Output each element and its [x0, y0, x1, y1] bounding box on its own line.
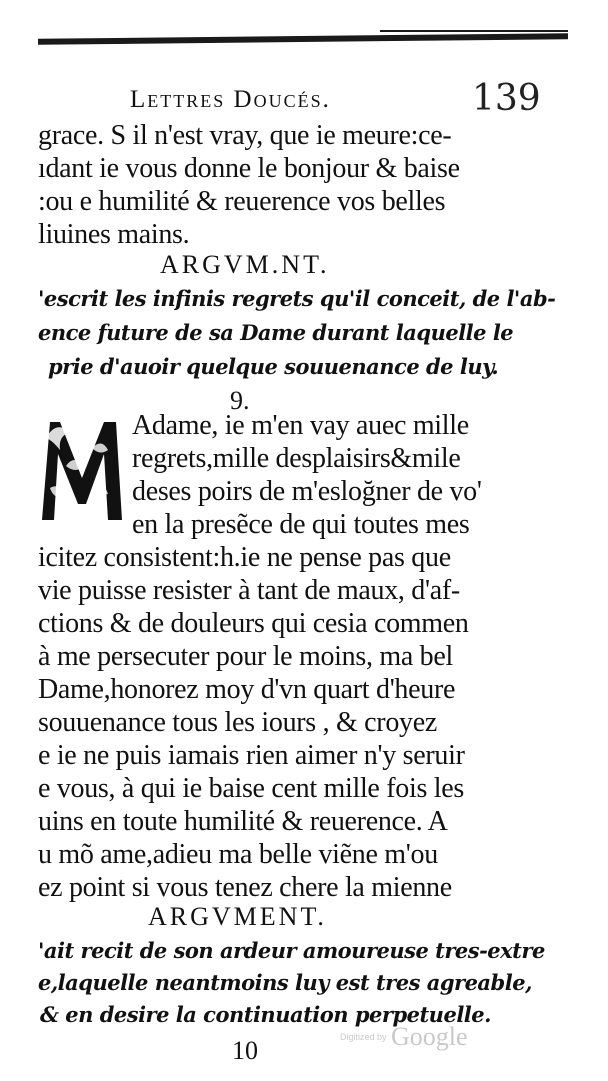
argument-line: prie d'auoir quelque souuenance de luy. [48, 354, 499, 379]
letter-number: 9. [230, 386, 250, 415]
page-number: 139 [472, 78, 541, 119]
letter-line: souuenance tous les iours , & croyez [38, 707, 437, 738]
argument-heading: ARGVMENT. [148, 902, 327, 931]
letter-line: ez point si vous tenez chere la mienne [38, 872, 452, 903]
argument-line: & en desire la continuation perpetuelle. [40, 1002, 491, 1027]
letter-line: uins en toute humilité & reuerence. A [38, 806, 448, 837]
letter-line: ctions & de douleurs qui cesia commen [38, 608, 469, 639]
argument-line: 'ait recit de son ardeur amoureuse tres-extre [38, 938, 545, 963]
text-line: ıdant ie vous donne le bonjour & baise [38, 153, 460, 184]
letter-line: e vous, à qui ie baise cent mille fois les [38, 773, 464, 804]
letter-line: e ie ne puis iamais rien aimer n'y seruir [38, 740, 465, 771]
text-line: :ou e humilité & reuerence vos belles [38, 186, 446, 217]
letter-line: icitez consistent:h.ie ne pense pas que [38, 542, 451, 573]
running-title: Lettres Doucés. [130, 86, 331, 113]
argument-line: 'escrit les infinis regrets qu'il conceit, de l'ab- [38, 286, 556, 311]
letter-line: deses poirs de m'esloğner de vo' [132, 476, 482, 507]
top-rule [38, 33, 568, 45]
letter-line: u mõ ame,adieu ma belle viẽne m'ou [38, 839, 438, 870]
next-letter-number: 10 [232, 1036, 258, 1065]
top-rule-thin [380, 30, 568, 32]
text-line: grace. S il n'est vray, que ie meure:ce- [38, 120, 452, 151]
letter-line: vie puisse resister à tant de maux, d'af- [38, 575, 460, 606]
argument-line: e,laquelle neantmoins luy est tres agreable, [38, 970, 532, 995]
letter-line: regrets,mille desplaisirs&mile [132, 443, 461, 474]
letter-line: Adame, ie m'en vay auec mille [132, 410, 469, 441]
decorated-initial-m [36, 408, 128, 528]
letter-line: à me persecuter pour le moins, ma bel [38, 641, 453, 672]
argument-line: ence future de sa Dame durant laquelle le [38, 320, 514, 345]
digitization-watermark [340, 1022, 468, 1052]
text-line: liuines mains. [38, 219, 190, 250]
letter-line: Dame,honorez moy d'vn quart d'heure [38, 674, 456, 705]
argument-heading: ARGVM.NT. [160, 250, 330, 279]
letter-line: en la presẽce de qui toutes mes [132, 509, 470, 540]
watermark-prefix: Digitized by [340, 1032, 387, 1042]
watermark-brand: Google [390, 1022, 468, 1051]
